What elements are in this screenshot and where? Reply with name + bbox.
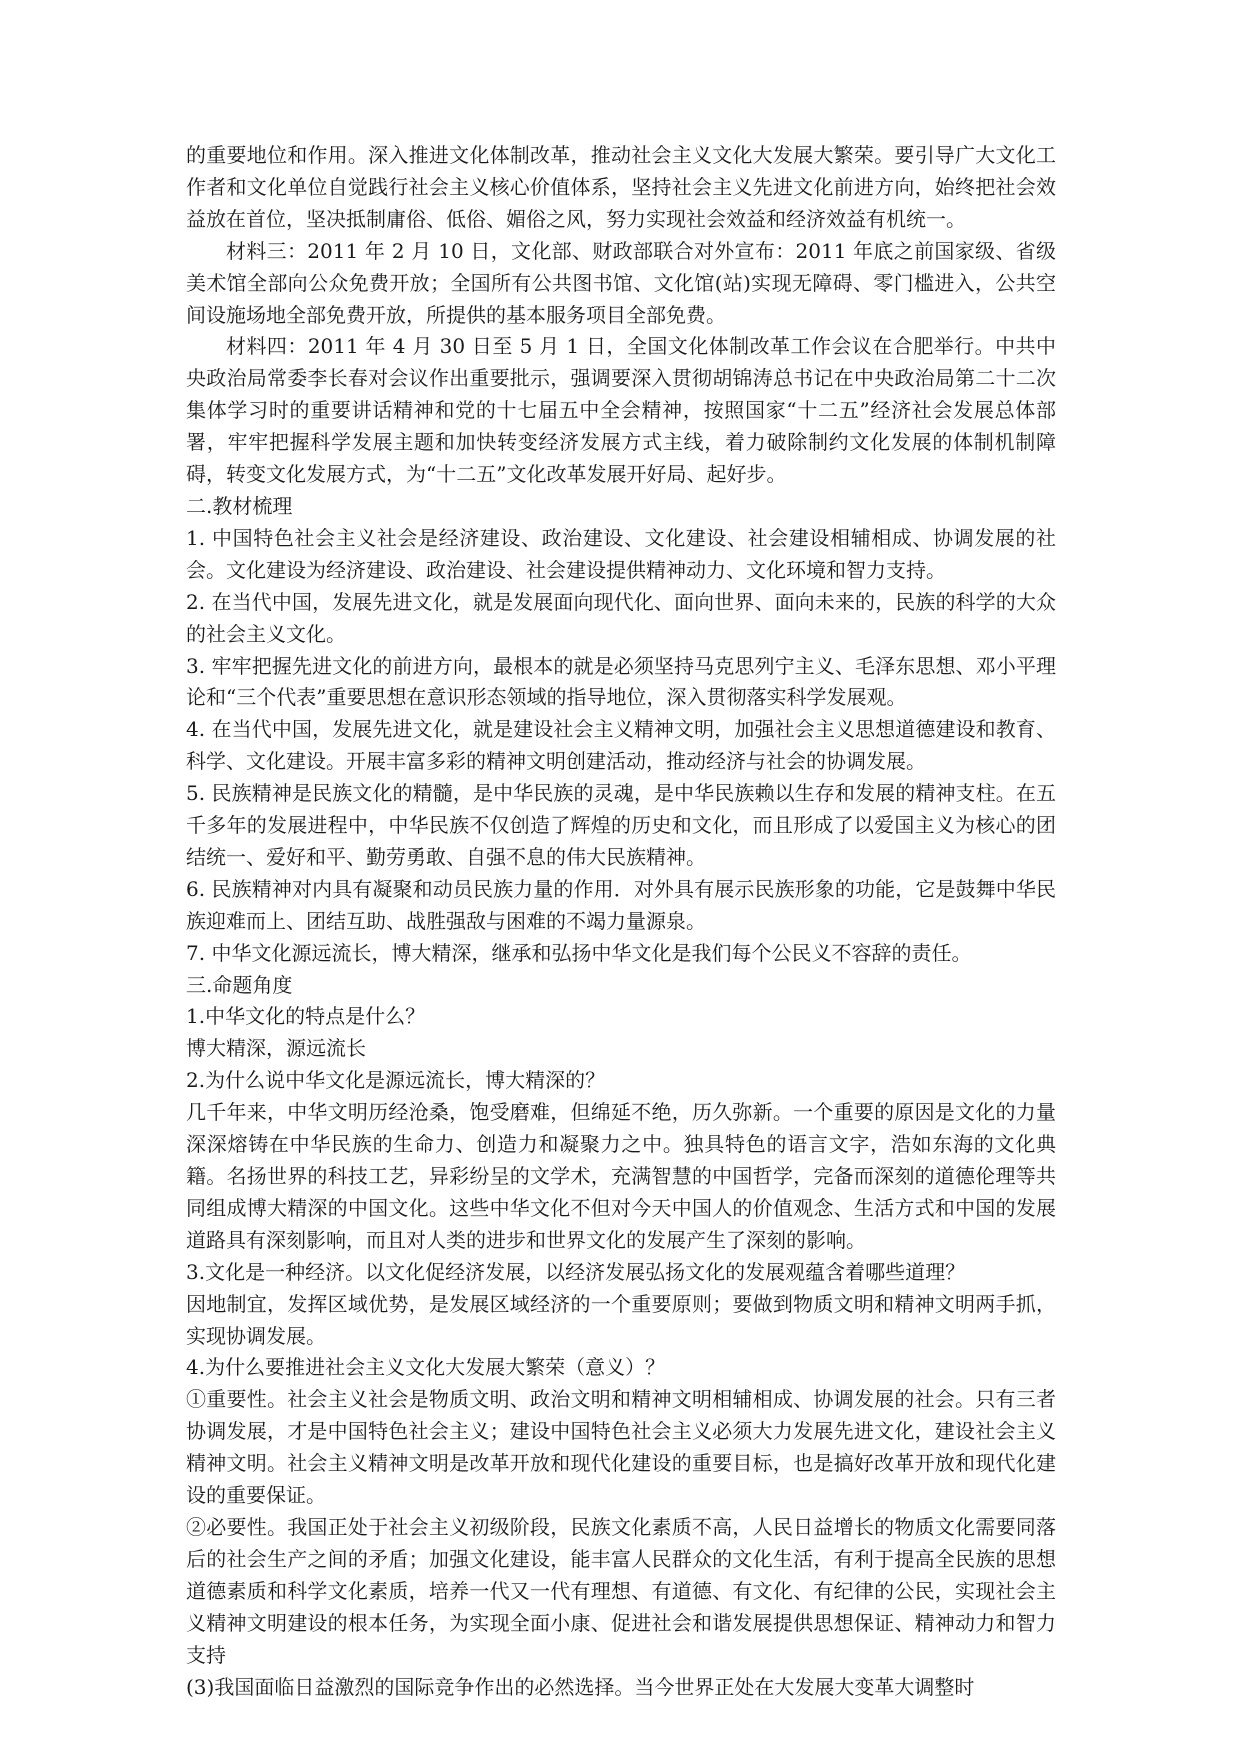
section-3-heading: 三.命题角度: [186, 972, 293, 997]
section-2-item-4: 4. 在当代中国，发展先进文化，就是建设社会主义精神文明，加强社会主义思想道德建设和教育、科学、文化建设。开展丰富多彩的精神文明创建活动，推动经济与社会的协调发展。: [186, 717, 1056, 774]
answer-4-point-1: ①重要性。社会主义社会是物质文明、政治文明和精神文明相辅相成、协调发展的社会。只有三者协调发展，才是中国特色社会主义；建设中国特色社会主义必须大力发展先进文化，建设社会主义精神文明。社会主义精神文明是改革开放和现代化建设的重要目标，也是搞好改革开放和现代化建设的重要保证。: [186, 1387, 1056, 1508]
answer-3: 因地制宜，发挥区域优势，是发展区域经济的一个重要原则；要做到物质文明和精神文明两手抓，实现协调发展。: [186, 1291, 1056, 1348]
question-1: 1.中华文化的特点是什么？: [186, 1004, 426, 1029]
section-2-item-2: 2. 在当代中国，发展先进文化，就是发展面向现代化、面向世界、面向未来的，民族的科学的大众的社会主义文化。: [186, 589, 1056, 646]
question-4: 4.为什么要推进社会主义文化大发展大繁荣（意义）？: [186, 1355, 666, 1380]
question-2: 2.为什么说中华文化是源远流长，博大精深的？: [186, 1068, 606, 1093]
material-3-paragraph: 材料三：2011 年 2 月 10 日，文化部、财政部联合对外宣布：2011 年底之前国家级、省级美术馆全部向公众免费开放；全国所有公共图书馆、文化馆(站)实现无障碍、零门槛进入，公共空间设施场地全部免费开放，所提供的基本服务项目全部免费。: [186, 238, 1056, 327]
section-2-heading: 二.教材梳理: [186, 493, 293, 518]
answer-4-point-2: ②必要性。我国正处于社会主义初级阶段，民族文化素质不高，人民日益增长的物质文化需要同落后的社会生产之间的矛盾；加强文化建设，能丰富人民群众的文化生活，有利于提高全民族的思想道德素质和科学文化素质，培养一代又一代有理想、有道德、有文化、有纪律的公民，实现社会主义精神文明建设的根本任务，为实现全面小康、促进社会和谐发展提供思想保证、精神动力和智力支持: [186, 1514, 1056, 1667]
section-2-item-1: 1. 中国特色社会主义社会是经济建设、政治建设、文化建设、社会建设相辅相成、协调发展的社会。文化建设为经济建设、政治建设、社会建设提供精神动力、文化环境和智力支持。: [186, 525, 1056, 582]
section-2-item-5: 5. 民族精神是民族文化的精髓，是中华民族的灵魂，是中华民族赖以生存和发展的精神支柱。在五千多年的发展进程中，中华民族不仅创造了辉煌的历史和文化，而且形成了以爱国主义为核心的团结统一、爱好和平、勤劳勇敢、自强不息的伟大民族精神。: [186, 781, 1056, 869]
answer-4-point-3: (3)我国面临日益激烈的国际竞争作出的必然选择。当今世界正处在大发展大变革大调整时: [186, 1674, 975, 1699]
answer-1: 博大精深，源远流长: [186, 1036, 366, 1061]
document-page: [186, 140, 1056, 1703]
section-2-item-6: 6. 民族精神对内具有凝聚和动员民族力量的作用．对外具有展示民族形象的功能，它是鼓舞中华民族迎难而上、团结互助、战胜强敌与困难的不竭力量源泉。: [186, 876, 1056, 933]
section-2-item-3: 3. 牢牢把握先进文化的前进方向，最根本的就是必须坚持马克思列宁主义、毛泽东思想、邓小平理论和“三个代表”重要思想在意识形态领域的指导地位，深入贯彻落实科学发展观。: [186, 653, 1056, 710]
answer-2: 几千年来，中华文明历经沧桑，饱受磨难，但绵延不绝，历久弥新。一个重要的原因是文化的力量深深熔铸在中华民族的生命力、创造力和凝聚力之中。独具特色的语言文字，浩如东海的文化典籍。名扬世界的科技工艺，异彩纷呈的文学术，充满智慧的中国哲学，完备而深刻的道德伦理等共同组成博大精深的中国文化。这些中华文化不但对今天中国人的价值观念、生活方式和中国的发展道路具有深刻影响，而且对人类的进步和世界文化的发展产生了深刻的影响。: [186, 1100, 1056, 1252]
section-2-item-7: 7. 中华文化源远流长，博大精深，继承和弘扬中华文化是我们每个公民义不容辞的责任。: [186, 940, 972, 965]
material-4-paragraph: 材料四：2011 年 4 月 30 日至 5 月 1 日，全国文化体制改革工作会议在合肥举行。中共中央政治局常委李长春对会议作出重要批示，强调要深入贯彻胡锦涛总书记在中央政治局第二十二次集体学习时的重要讲话精神和党的十七届五中全会精神，按照国家“十二五”经济社会发展总体部署，牢牢把握科学发展主题和加快转变经济发展方式主线，着力破除制约文化发展的体制机制障碍，转变文化发展方式，为“十二五”文化改革发展开好局、起好步。: [186, 334, 1056, 487]
question-3: 3.文化是一种经济。以文化促经济发展，以经济发展弘扬文化的发展观蕴含着哪些道理？: [186, 1259, 966, 1284]
intro-continuation-paragraph: 的重要地位和作用。深入推进文化体制改革，推动社会主义文化大发展大繁荣。要引导广大文化工作者和文化单位自觉践行社会主义核心价值体系，坚持社会主义先进文化前进方向，始终把社会效益放在首位，坚决抵制庸俗、低俗、媚俗之风，努力实现社会效益和经济效益有机统一。: [186, 143, 1056, 231]
